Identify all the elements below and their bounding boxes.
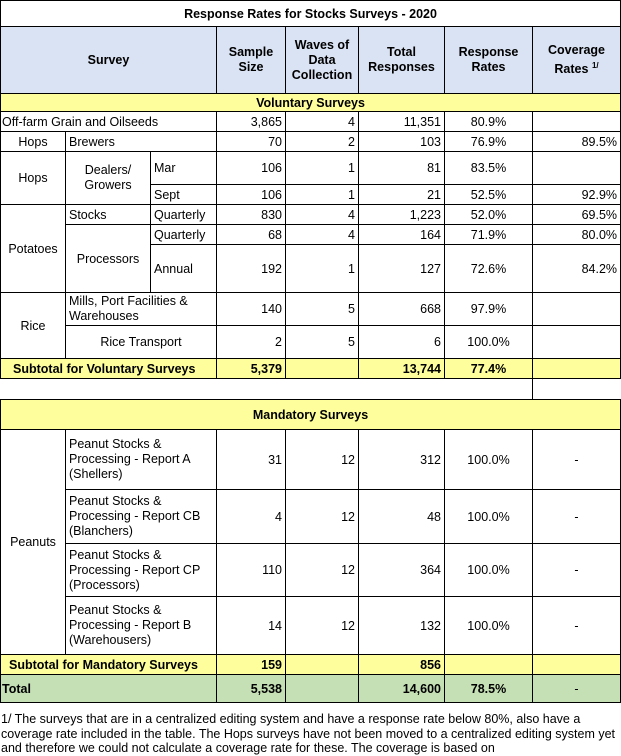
header-response-rates: Response Rates [445,27,533,94]
header-survey: Survey [1,27,217,94]
footnote: 1/ The surveys that are in a centralized editing system and have a response rate below 80%, also have a coverage rate included in the table. The Hops surveys have not been moved to a centralized editing system yet and therefore we could not calculate a coverage rate for these. The coverage is based on [1,712,616,755]
table-row: Peanut Stocks & Processing - Report CB (Blanchers) 4 12 48 100.0% - [1,490,621,544]
table-row: Hops Brewers 70 2 103 76.9% 89.5% [1,132,621,152]
header-total-responses: Total Responses [359,27,445,94]
table-row: Rice Transport 2 5 6 100.0% [1,326,621,359]
table-row: Sept 106 1 21 52.5% 92.9% [1,185,621,205]
coverage-footnote-ref: 1/ [591,60,599,70]
section-mandatory: Mandatory Surveys [1,400,621,430]
table-row: Processors Quarterly 68 4 164 71.9% 80.0% [1,225,621,245]
section-voluntary: Voluntary Surveys [1,94,621,112]
subtotal-voluntary-row: Subtotal for Voluntary Surveys 5,379 13,744 77.4% [1,359,621,379]
header-waves: Waves of Data Collection [286,27,359,94]
table-row: Rice Mills, Port Facilities & Warehouses 140 5 668 97.9% [1,293,621,326]
header-sample-size: Sample Size [217,27,286,94]
table-row: Potatoes Stocks Quarterly 830 4 1,223 52.0% 69.5% [1,205,621,225]
table-row: Annual 192 1 127 72.6% 84.2% [1,245,621,293]
spacer-row [1,379,621,400]
subtotal-mandatory-row: Subtotal for Mandatory Surveys 159 856 [1,655,621,675]
table-row: Peanut Stocks & Processing - Report CP (Processors) 110 12 364 100.0% - [1,544,621,597]
table-title: Response Rates for Stocks Surveys - 2020 [1,1,621,27]
table-row: Hops Dealers/ Growers Mar 106 1 81 83.5% [1,152,621,185]
table-row: Peanuts Peanut Stocks & Processing - Report A (Shellers) 31 12 312 100.0% - [1,430,621,490]
total-row: Total 5,538 14,600 78.5% - [1,675,621,703]
table-row: Peanut Stocks & Processing - Report B (Warehousers) 14 12 132 100.0% - [1,597,621,655]
header-coverage-rates: Coverage Rates $^{1/}$ [533,27,621,94]
table-row: Off-farm Grain and Oilseeds 3,865 4 11,351 80.9% [1,112,621,132]
